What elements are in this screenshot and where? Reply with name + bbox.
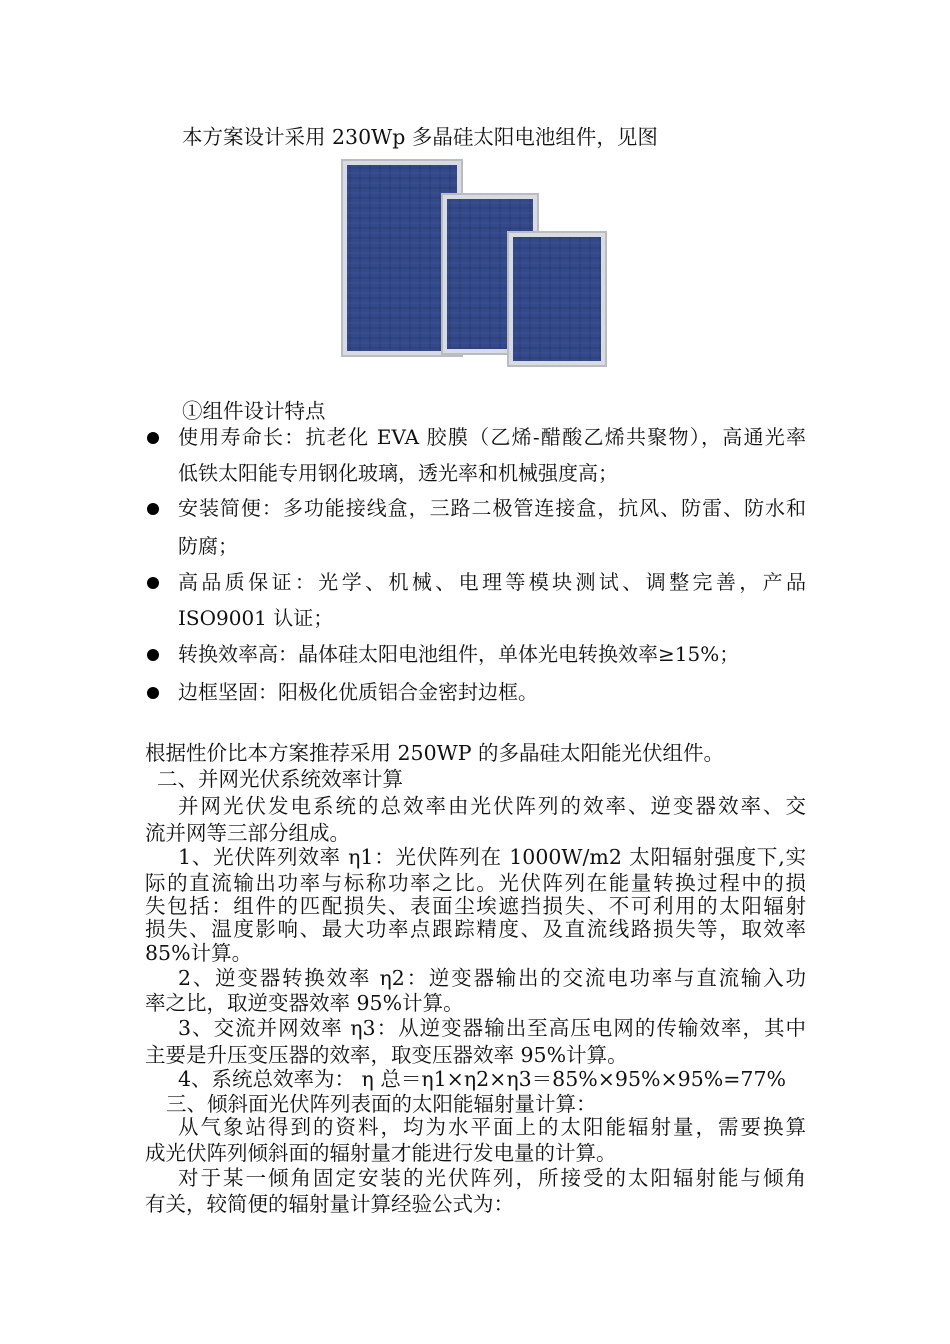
s2-para3-line2: 率之比，取逆变器效率 95%计算。 [145, 991, 464, 1015]
bullet-3-line2: ISO9001 认证； [178, 606, 334, 630]
bullet-2-line1: 安装简便：多功能接线盒，三路二极管连接盒，抗风、防雷、防水和 [178, 496, 806, 520]
s2-para2-line2: 际的直流输出功率与标称功率之比。光伏阵列在能量转换过程中的损 [145, 871, 806, 895]
bullet-dot-icon [147, 577, 159, 589]
bullet-dot-icon [147, 503, 159, 515]
s3-para1-line1: 从气象站得到的资料，均为水平面上的太阳能辐射量，需要换算 [178, 1115, 806, 1139]
bullet-1-line1: 使用寿命长：抗老化 EVA 胶膜（乙烯-醋酸乙烯共聚物），高通光率 [178, 425, 806, 449]
bullet-3-line1: 高品质保证：光学、机械、电理等模块测试、调整完善，产品 [178, 570, 806, 594]
bullet-dot-icon [147, 649, 159, 661]
section3-heading: 三、倾斜面光伏阵列表面的太阳能辐射量计算： [166, 1092, 597, 1116]
s2-para2-line1: 1、光伏阵列效率 η1：光伏阵列在 1000W/m2 太阳辐射强度下,实 [178, 845, 806, 869]
bullet-dot-icon [147, 687, 159, 699]
s2-para5: 4、系统总效率为： η 总＝η1×η2×η3＝85%×95%×95%=77% [178, 1067, 786, 1091]
recommendation-text: 根据性价比本方案推荐采用 250WP 的多晶硅太阳能光伏组件。 [145, 741, 725, 765]
s2-para1-line2: 流并网等三部分组成。 [145, 821, 350, 845]
bullet-1-line2: 低铁太阳能专用钢化玻璃，透光率和机械强度高； [178, 461, 618, 485]
bullet-5: 边框坚固：阳极化优质铝合金密封边框。 [178, 680, 538, 704]
intro-text: 本方案设计采用 230Wp 多晶硅太阳电池组件，见图 [182, 125, 658, 149]
s3-para2-line2: 有关，较简便的辐射量计算经验公式为： [145, 1192, 514, 1216]
s2-para4-line2: 主要是升压变压器的效率，取变压器效率 95%计算。 [145, 1043, 628, 1067]
s2-para4-line1: 3、交流并网效率 η3：从逆变器输出至高压电网的传输效率，其中 [178, 1016, 806, 1040]
s2-para2-line3: 失包括：组件的匹配损失、表面尘埃遮挡损失、不可利用的太阳辐射 [145, 894, 806, 918]
s2-para2-line4: 损失、温度影响、最大功率点跟踪精度、及直流线路损失等，取效率 [145, 917, 806, 941]
s2-para3-line1: 2、逆变器转换效率 η2：逆变器输出的交流电功率与直流输入功 [178, 966, 806, 990]
section2-heading: 二、并网光伏系统效率计算 [157, 767, 403, 791]
s2-para1-line1: 并网光伏发电系统的总效率由光伏阵列的效率、逆变器效率、交 [178, 794, 806, 818]
s3-para2-line1: 对于某一倾角固定安装的光伏阵列，所接受的太阳辐射能与倾角 [178, 1166, 806, 1190]
bullet-2-line2: 防腐； [178, 534, 238, 558]
s3-para1-line2: 成光伏阵列倾斜面的辐射量才能进行发电量的计算。 [145, 1141, 617, 1165]
s2-para2-line5: 85%计算。 [145, 941, 253, 965]
bullet-dot-icon [147, 432, 159, 444]
features-heading: ①组件设计特点 [182, 399, 326, 423]
solar-panel-image [340, 158, 615, 370]
bullet-4: 转换效率高：晶体硅太阳电池组件，单体光电转换效率≥15%； [178, 642, 740, 666]
